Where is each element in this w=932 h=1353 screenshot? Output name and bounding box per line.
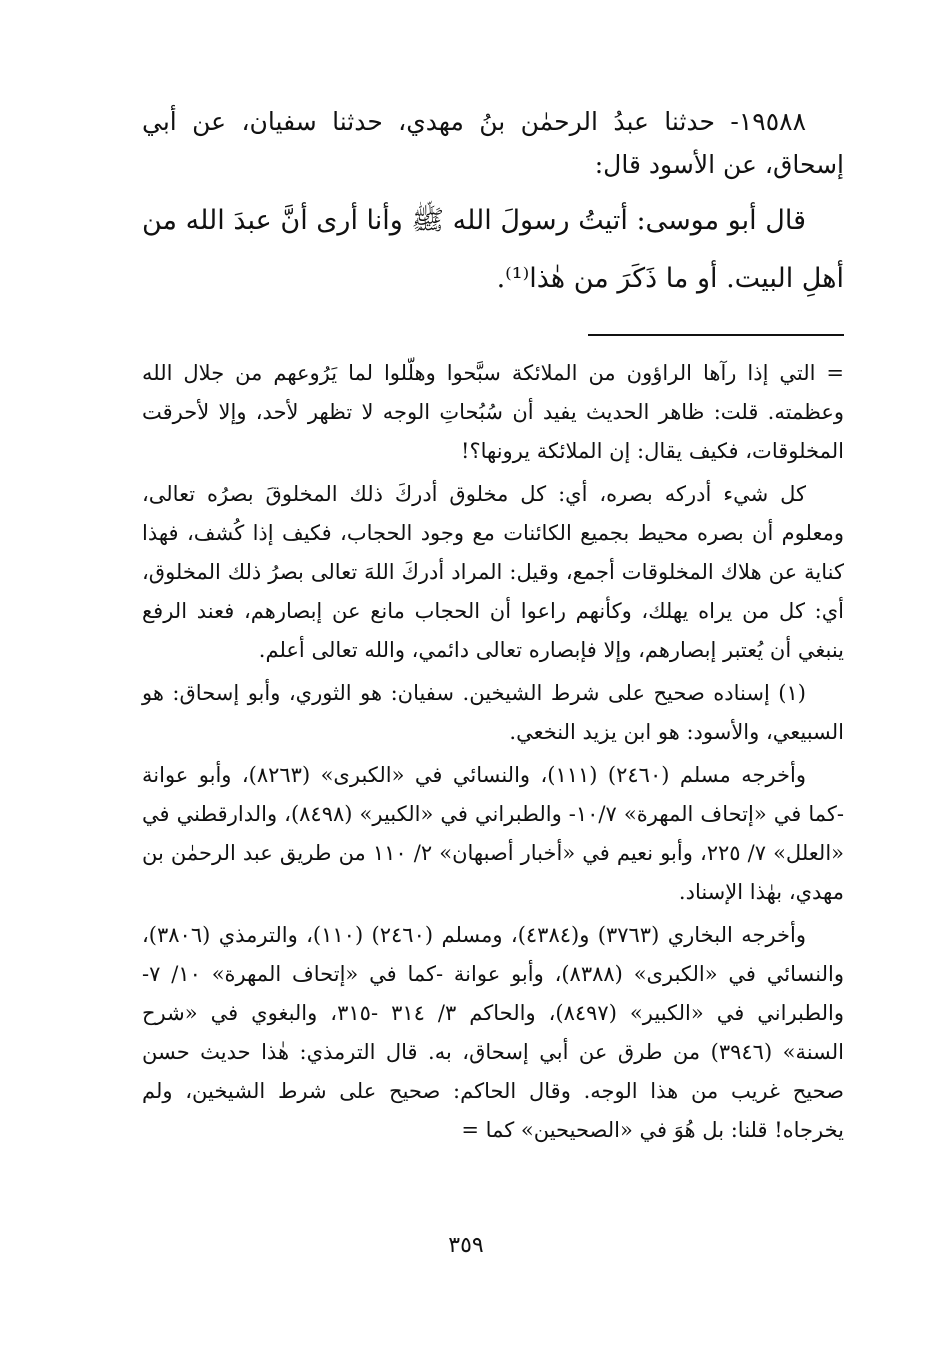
footnotes [142, 354, 844, 1150]
hadith-matn: قال أبو موسى: أتيتُ رسولَ الله ﷺ وأنا أرى أنَّ عبدَ الله من أهلِ البيت. أو ما ذَكَرَ من هٰذا⁽¹⁾. [142, 205, 844, 294]
page-number: ٣٥٩ [448, 1233, 484, 1258]
footnote-continued-2: كل شيء أدركه بصره، أي: كل مخلوق أدركَ ذلك المخلوقَ بصرُه تعالى، ومعلوم أن بصره محيط بجميع الكائنات مع وجود الحجاب، فكيف إذا كُشف، فهذا كناية عن هلاك المخلوقات أجمع، وقيل: المراد أدركَ اللهَ تعالى بصرُ ذلك المخلوق، أي: كل من يراه يهلك، وكأنهم راعوا أن الحجاب مانع عن إبصارهم، فعند الرفع ينبغي أن يُعتبر إبصارهم، وإلا فإبصاره تعالى دائمي، والله تعالى أعلم. [142, 482, 845, 662]
hadith-isnad: ١٩٥٨٨- حدثنا عبدُ الرحمٰن بنُ مهدي، حدثنا سفيان، عن أبي إسحاق، عن الأسود قال: [142, 107, 844, 179]
footnote-continued-1: = التي إذا رآها الراؤون من الملائكة سبَّحوا وهلّلوا لما يَرُوعهم من جلال الله وعظمته. قلت: ظاهر الحديث يفيد أن سُبُحاتِ الوجه لا تظهر لأحد، وإلا لأحرقت المخلوقات، فكيف يقال: إن الملائكة يرونها؟! [142, 361, 844, 463]
footnote-1-paragraph-2: وأخرجه مسلم (٢٤٦٠) (١١١)، والنسائي في «الكبرى» (٨٢٦٣)، وأبو عوانة -كما في «إتحاف المهرة» ١٠/٧- والطبراني في «الكبير» (٨٤٩٨)، والدارقطني في «العلل» ٧/ ٢٢٥، وأبو نعيم في «أخبار أصبهان» ٢/ ١١٠ من طريق عبد الرحمٰن بن مهدي، بهٰذا الإسناد. [142, 763, 844, 904]
footnote-1-paragraph-3: وأخرجه البخاري (٣٧٦٣) و(٤٣٨٤)، ومسلم (٢٤٦٠) (١١٠)، والترمذي (٣٨٠٦)، والنسائي في «الكبرى» (٨٣٨٨)، وأبو عوانة -كما في «إتحاف المهرة» ١٠/ ٧- والطبراني في «الكبير» (٨٤٩٧)، والحاكم ٣/ ٣١٤ -٣١٥، والبغوي في «شرح السنة» (٣٩٤٦) من طرق عن أبي إسحاق، به. قال الترمذي: هٰذا حديث حسن صحيح غريب من هذا الوجه. وقال الحاكم: صحيح على شرط الشيخين، ولم يخرجاه! قلنا: بل هُوَ في «الصحيحين» كما = [142, 923, 845, 1142]
footnote-1: (١) إسناده صحيح على شرط الشيخين. سفيان: هو الثوري، وأبو إسحاق: هو السبيعي، والأسود: هو ابن يزيد النخعي. [142, 681, 844, 744]
footnote-separator [588, 334, 844, 336]
hadith-text [142, 100, 844, 308]
